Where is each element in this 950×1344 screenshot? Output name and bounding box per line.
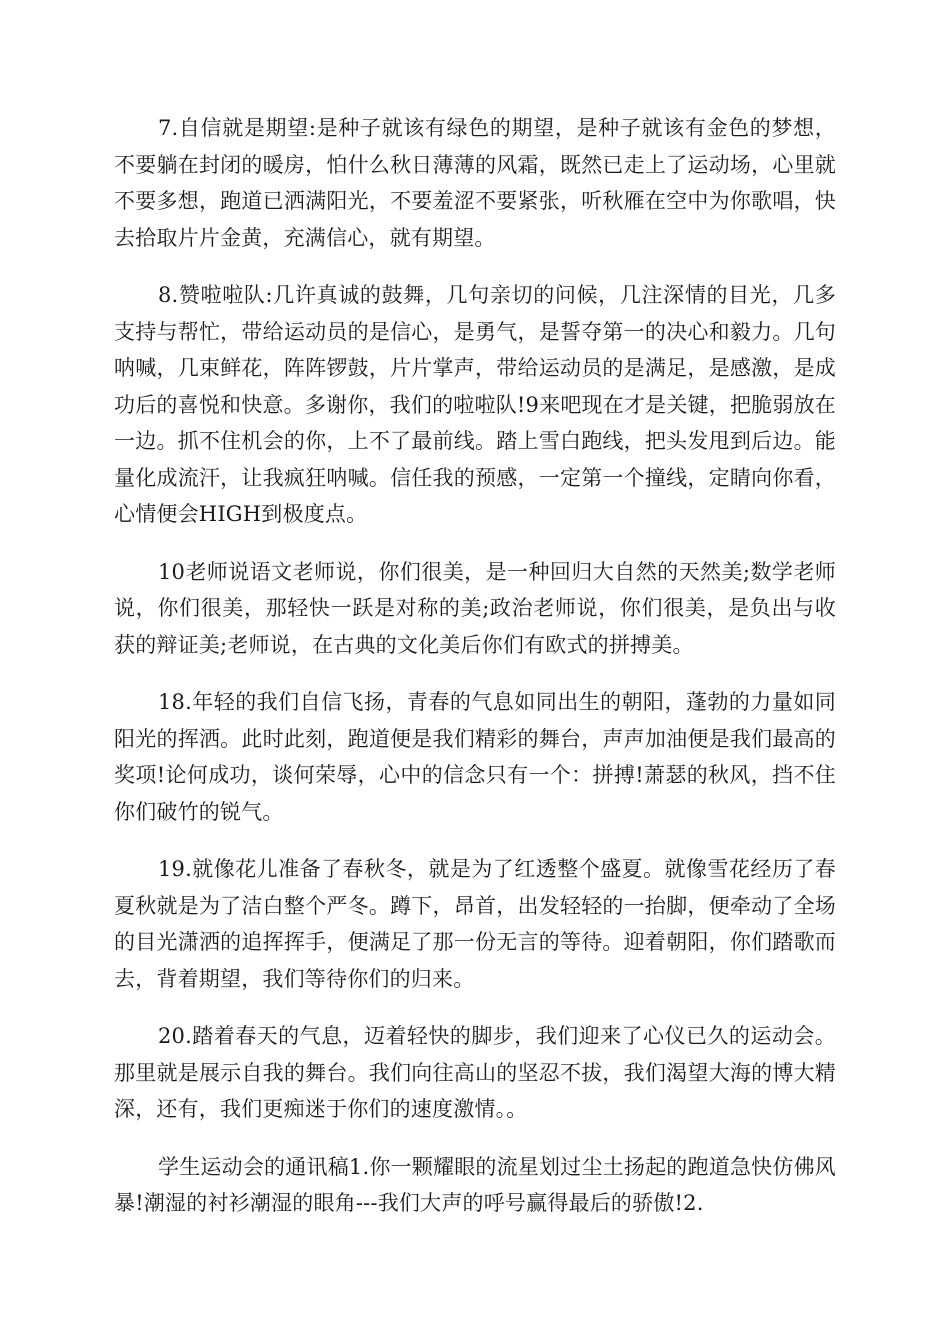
paragraph-10: 10老师说语文老师说，你们很美，是一种回归大自然的天然美;数学老师说，你们很美，那轻快一跃是对称的美;政治老师说，你们很美，是负出与收获的辩证美;老师说，在古典的文化美后你们有欧式的拼搏美。 [114,559,836,657]
paragraph-18: 18.年轻的我们自信飞扬，青春的气息如同出生的朝阳，蓬勃的力量如同阳光的挥洒。此时此刻，跑道便是我们精彩的舞台，声声加油便是我们最高的奖项!论何成功，谈何荣辱，心中的信念只有一个：拼搏!萧瑟的秋风，挡不住你们破竹的锐气。 [114,690,836,824]
paragraph-20: 20.踏着春天的气息，迈着轻快的脚步，我们迎来了心仪已久的运动会。那里就是展示自我的舞台。我们向往高山的坚忍不拔，我们渴望大海的博大精深，还有，我们更痴迷于你们的速度激情。。 [114,1024,836,1121]
paragraph-8: 8.赞啦啦队:几许真诚的鼓舞，几句亲切的问候，几注深情的目光，几多支持与帮忙，带给运动员的是信心，是勇气，是誓夺第一的决心和毅力。几句呐喊，几束鲜花，阵阵锣鼓，片片掌声，带给运动员的是满足，是感激，是成功后的喜悦和快意。多谢你，我们的啦啦队!9来吧现在才是关键，把脆弱放在一边。抓不住机会的你，上不了最前线。踏上雪白跑线，把头发甩到后边。能量化成流汗，让我疯狂呐喊。信任我的预感，一定第一个撞线，定睛向你看，心情便会HIGH到极度点。 [114,283,836,526]
paragraph-7: 7.自信就是期望:是种子就该有绿色的期望，是种子就该有金色的梦想，不要躺在封闭的暖房，怕什么秋日薄薄的风霜，既然已走上了运动场，心里就不要多想，跑道已洒满阳光，不要羞涩不要紧张，听秋雁在空中为你歌唱，快去拾取片片金黄，充满信心，就有期望。 [114,116,836,250]
document-body [114,110,836,1243]
paragraph-19: 19.就像花儿准备了春秋冬，就是为了红透整个盛夏。就像雪花经历了春夏秋就是为了洁白整个严冬。蹲下，昂首，出发轻轻的一抬脚，便牵动了全场的目光潇洒的追挥挥手，便满足了那一份无言的等待。迎着朝阳，你们踏歌而去，背着期望，我们等待你们的归来。 [114,857,836,991]
paragraph-news-draft: 学生运动会的通讯稿1.你一颗耀眼的流星划过尘土扬起的跑道急快仿佛风暴!潮湿的衬衫潮湿的眼角---我们大声的呼号赢得最后的骄傲!2. [114,1154,836,1215]
